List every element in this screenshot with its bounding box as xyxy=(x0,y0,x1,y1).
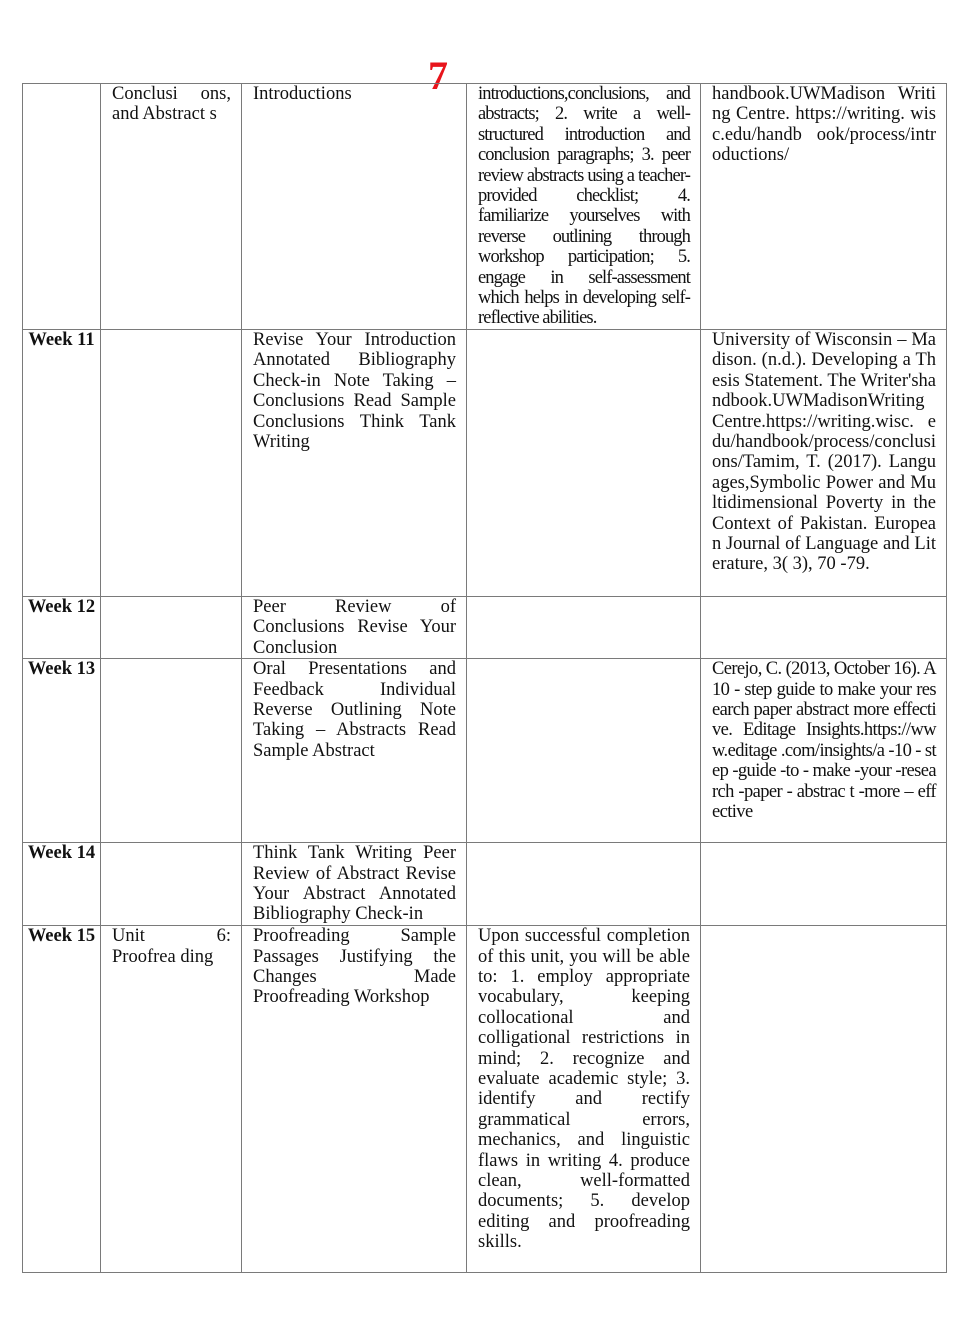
activities-cell: Peer Review of Conclusions Revise Your Conclusion xyxy=(242,596,467,658)
objectives-cell: Upon successful completion of this unit, you will be able to: 1. employ appropriate vocabulary, keeping collocational and colligational restrictions in mind; 2. recognize and evaluate academic style; 3. identify and rectify grammatical errors, mechanics, and linguistic flaws in writing 4. produce clean, well-formatted documents; 5. develop editing and proofreading skills. xyxy=(467,926,701,1273)
unit-cell xyxy=(101,329,242,596)
unit-cell xyxy=(101,843,242,926)
activities-cell: Proofreading Sample Passages Justifying the Changes Made Proofreading Workshop xyxy=(242,926,467,1273)
week-cell: Week 14 xyxy=(23,843,101,926)
objectives-cell xyxy=(467,659,701,843)
references-cell xyxy=(701,926,947,1273)
objectives-cell: introductions,conclusions, and abstracts; 2. write a well-structured introduction and conclusion paragraphs; 3. peer review abstracts using a teacher-provided checklist; 4. familiarize yourselves with reverse outlining through workshop participation; 5. engage in self-assessment which helps in developing self-reflective abilities. xyxy=(467,84,701,330)
unit-cell xyxy=(101,659,242,843)
table-row xyxy=(23,84,947,330)
table-row xyxy=(23,329,947,596)
objectives-cell xyxy=(467,596,701,658)
references-cell xyxy=(701,843,947,926)
references-cell: handbook.UWMadison Writing Centre. https://writing. wisc.edu/handb ook/process/intr oductions/ xyxy=(701,84,947,330)
activities-cell: Oral Presentations and Feedback Individual Reverse Outlining Note Taking – Abstracts Read Sample Abstract xyxy=(242,659,467,843)
syllabus-table xyxy=(22,83,947,1273)
references-cell: University of Wisconsin – Madison. (n.d.). Developing a Thesis Statement. The Writer'shandbook.UWMadisonWritingCentre.https://writing.wisc. edu/handbook/process/conclusions/Tamim, T. (2017). Languages,Symbolic Power and Multidimensional Poverty in the Context of Pakistan. European Journal of Language and Literature, 3( 3), 70 -79. xyxy=(701,329,947,596)
week-cell: Week 15 xyxy=(23,926,101,1273)
page-number: 7 xyxy=(428,53,448,98)
week-cell: Week 11 xyxy=(23,329,101,596)
objectives-cell xyxy=(467,843,701,926)
unit-cell xyxy=(101,596,242,658)
references-cell: Cerejo, C. (2013, October 16). A 10 - step guide to make your research paper abstract more effective. Editage Insights.https://www.editage .com/insights/a -10 - step -guide -to - make -your -research -paper - abstrac t -more – effective xyxy=(701,659,947,843)
activities-cell: Think Tank Writing Peer Review of Abstract Revise Your Abstract Annotated Bibliography Check-in xyxy=(242,843,467,926)
unit-cell: Unit 6: Proofrea ding xyxy=(101,926,242,1273)
table-row xyxy=(23,659,947,843)
unit-cell: Conclusi ons, and Abstract s xyxy=(101,84,242,330)
activities-cell: Introductions xyxy=(242,84,467,330)
table-row xyxy=(23,926,947,1273)
week-cell: Week 13 xyxy=(23,659,101,843)
references-cell xyxy=(701,596,947,658)
objectives-cell xyxy=(467,329,701,596)
activities-cell: Revise Your Introduction Annotated Bibliography Check-in Note Taking – Conclusions Read Sample Conclusions Think Tank Writing xyxy=(242,329,467,596)
week-cell: Week 12 xyxy=(23,596,101,658)
table-row xyxy=(23,596,947,658)
table-row xyxy=(23,843,947,926)
week-cell xyxy=(23,84,101,330)
